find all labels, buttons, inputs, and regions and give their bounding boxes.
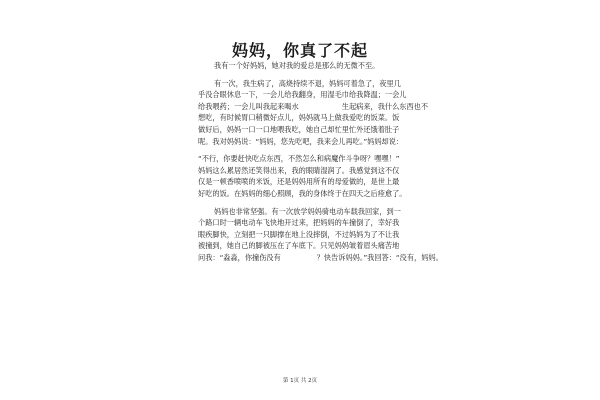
text-line: 被撞到，她自己的脚被压在了车底下。只见妈妈皱着眉头痛苦地 [198, 241, 400, 251]
text-line: 问我：“淼淼，你撞伤没有 ？快告诉妈妈。”我回答：“没有，妈妈。 [198, 252, 443, 262]
text-line: 个路口时一辆电动车飞快地开过来，把妈妈的车撞倒了，幸好我 [198, 218, 400, 228]
text-line: 妈妈这么累居然还笑得出来，我的眼睛湿润了。我感觉到这不仅 [198, 165, 400, 175]
essay-body [198, 60, 443, 264]
text-line: “不行，你要赶快吃点东西，不然怎么和病魔作斗争呀？嘿嘿！” [198, 154, 400, 164]
text-line: 好吃的饭。在妈妈的细心照顾，我的身体终于在四天之后痊愈了。 [198, 188, 407, 198]
text-line: 乎没合眼休息一下，一会儿给我翻身，用湿毛巾给我降温；一会儿 [198, 90, 407, 100]
text-line: 仅是一顿香喷喷的米饭，还是妈妈用所有的母爱做的，是世上最 [198, 177, 400, 187]
page-number-footer: 第 1页 共 2页 [282, 378, 318, 384]
text-line: 我有一个好妈妈，她对我的爱总是那么的无微不至。 [214, 61, 380, 70]
text-line: 做好后，妈妈一口一口地喂我吃，她自己却忙里忙外还饿着肚子 [198, 124, 400, 134]
page-title: 妈妈，你真了不起 [231, 41, 368, 60]
text-line: 给我喂药；一会儿叫我起来喝水 生起病来，我什么东西也不 [198, 101, 429, 111]
text-line: 眼疾脚快，立刻把一只脚撑在地上没摔倒，不过妈妈为了不让我 [198, 229, 400, 239]
text-line: 想吃，有时候胃口稍微好点儿，妈妈就马上做我爱吃的饭菜。饭 [198, 113, 400, 123]
text-line: 妈妈也非常坚强。有一次放学妈妈骑电动车载我回家，到一 [214, 206, 401, 216]
text-line: 呢。我对妈妈说：“妈妈，您先吃吧，我来会儿再吃。”妈妈却说： [198, 136, 404, 146]
text-line: 有一次，我生病了，高烧持续不退，妈妈可着急了，夜里几 [214, 78, 401, 88]
